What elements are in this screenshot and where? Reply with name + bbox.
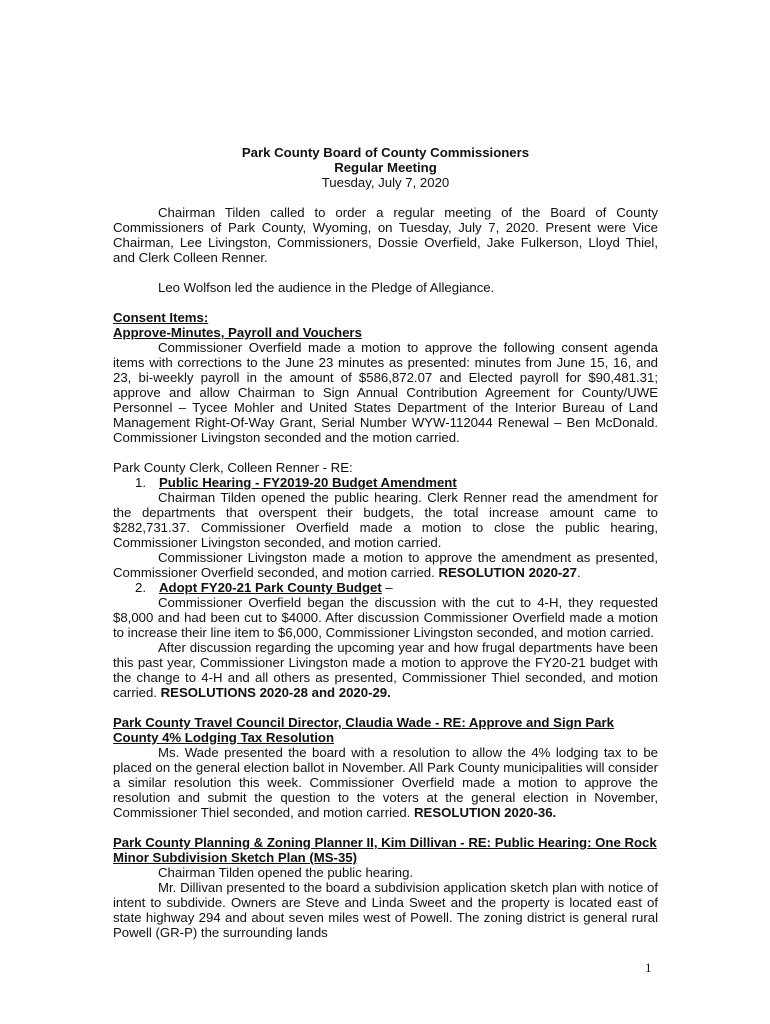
travel-heading: Park County Travel Council Director, Claudia Wade - RE: Approve and Sign Park County 4% Lodging Tax Resolution [113,715,614,745]
item-2-paragraph-2-text: After discussion regarding the upcoming year and how frugal departments have been this past year, Commissioner Livingston made a motion to approve the FY20-21 budget with the change to 4-H and all others as presented, Commissioner Thiel seconded, and motion carried. [113,640,658,700]
header-meeting-type: Regular Meeting [334,160,437,175]
planning-paragraph-2: Mr. Dillivan presented to the board a subdivision application sketch plan with notice of intent to subdivide. Owners are Steve and Linda Sweet and the property is located east of state highway 294 and about seven miles west of Powell. The zoning district is general rural Powell (GR-P) the surrounding lands [113,880,658,940]
travel-body-text: Ms. Wade presented the board with a resolution to allow the 4% lodging tax to be placed on the general election ballot in November. All Park County municipalities will consider a similar resolution this week. Commissioner Overfield made a motion to approve the resolution and submit the question to the voters at the general election in November, Commissioner Thiel seconded, and motion carried. [113,745,658,820]
item-1-end: . [576,565,581,580]
document-body [113,145,658,940]
consent-subheading: Approve-Minutes, Payroll and Vouchers [113,325,362,340]
planning-heading: Park County Planning & Zoning Planner II, Kim Dillivan - RE: Public Hearing: One Rock Minor Subdivision Sketch Plan (MS-35) [113,835,657,865]
item-1-paragraph-2 [113,550,658,580]
item-2-dash: – [381,580,393,595]
document-header [113,145,658,190]
planning-paragraph-1: Chairman Tilden opened the public hearing. [158,865,414,880]
travel-resolution: RESOLUTION 2020-36. [414,805,557,820]
item-2-paragraph-1: Commissioner Overfield began the discussion with the cut to 4-H, they requested $8,000 and had been cut to $4000. After discussion Commissioner Overfield made a motion to increase their line item to $6,000, Commissioner Livingston seconded, and motion carried. [113,595,658,640]
item-1-paragraph-2-text: Commissioner Livingston made a motion to approve the amendment as presented, Commissioner Overfield seconded, and motion carried. [113,550,658,580]
item-1-title: Public Hearing - FY2019-20 Budget Amendment [159,475,457,490]
clerk-intro: Park County Clerk, Colleen Renner - RE: [113,460,353,475]
agenda-item-2 [113,580,658,595]
agenda-item-1 [113,475,658,490]
item-1-number: 1. [135,475,146,490]
page-number: 1 [645,960,652,975]
header-date: Tuesday, July 7, 2020 [321,175,450,190]
item-1-resolution: RESOLUTION 2020-27 [438,565,577,580]
item-1-paragraph-1: Chairman Tilden opened the public hearing. Clerk Renner read the amendment for the departments that overspent their budgets, the total increase amount came to $282,731.37. Commissioner Overfield made a motion to close the public hearing, Commissioner Livingston seconded, and motion carried. [113,490,658,550]
item-2-paragraph-2 [113,640,658,700]
intro-paragraph: Chairman Tilden called to order a regular meeting of the Board of County Commissioners of Park County, Wyoming, on Tuesday, July 7, 2020. Present were Vice Chairman, Lee Livingston, Commissioners, Dossie Overfield, Jake Fulkerson, Lloyd Thiel, and Clerk Colleen Renner. [113,205,658,265]
consent-body: Commissioner Overfield made a motion to approve the following consent agenda items with corrections to the June 23 minutes as presented: minutes from June 15, 16, and 23, bi-weekly payroll in the amount of $586,872.07 and Elected payroll for $90,481.31; approve and allow Chairman to Sign Annual Contribution Agreement for County/UWE Personnel – Tycee Mohler and United States Department of the Interior Bureau of Land Management Right-Of-Way Grant, Serial Number WYW-112044 Renewal – Ben McDonald. Commissioner Livingston seconded and the motion carried. [113,340,658,445]
consent-heading: Consent Items: [113,310,209,325]
item-2-number: 2. [135,580,146,595]
item-2-resolution: RESOLUTIONS 2020-28 and 2020-29. [160,685,391,700]
item-2-title: Adopt FY20-21 Park County Budget [159,580,382,595]
travel-body [113,745,658,820]
pledge-paragraph: Leo Wolfson led the audience in the Pledge of Allegiance. [158,280,495,295]
header-title: Park County Board of County Commissioners [241,145,530,160]
